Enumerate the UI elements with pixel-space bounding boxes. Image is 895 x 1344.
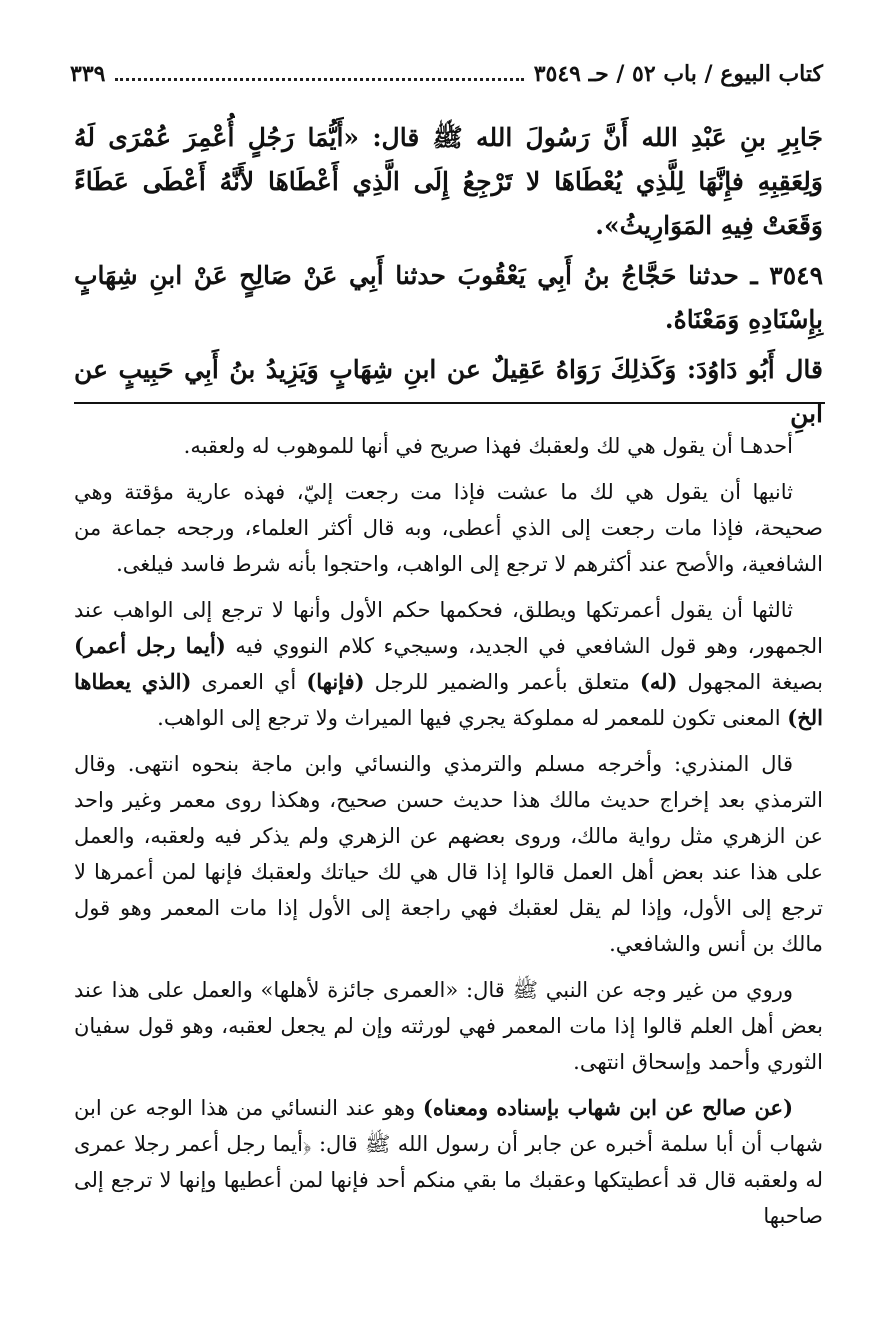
quoted-phrase: (عن صالح عن ابن شهاب بإسناده ومعناه) [422, 1095, 793, 1120]
hadith-paragraph-3: قال أَبُو دَاوُدَ: وَكَذلِكَ رَوَاهُ عَقِيلٌ عن ابنِ شِهَابٍ وَيَزِيدُ بنُ أَبِي حَبِيبٍ عن ابنِ [74, 355, 823, 428]
commentary-paragraph-3 [74, 592, 823, 736]
footnote-divider [74, 402, 825, 404]
hadith-paragraph-1: جَابِرِ بنِ عَبْدِ الله أَنَّ رَسُولَ الله ﷺ قال: «أَيُّمَا رَجُلٍ أُعْمِرَ عُمْرَى لَهُ وَلِعَقِبِهِ فإِنَّهَا لِلَّذِي يُعْطَاهَا لا تَرْجِعُ إِلَى الَّذِي أَعْطَاهَا لأَنَّهُ أَعْطَى عَطَاءً وَقَعَتْ فِيهِ المَوَارِيثُ». [74, 123, 823, 240]
page-number: ٣٣٩ [70, 61, 106, 87]
header-title: كتاب البيوع / باب ٥٢ / حـ ٣٥٤٩ [533, 61, 823, 87]
commentary-paragraph-1: أحدهـا أن يقول هي لك ولعقبك فهذا صريح في أنها للموهوب له ولعقبه. [183, 434, 793, 458]
quoted-phrase: (أيما رجل أعمر) [74, 633, 226, 658]
quoted-phrase: (فإنها) [306, 669, 365, 694]
commentary-text-run: متعلق بأعمر والضمير للرجل [364, 670, 640, 694]
commentary-text-run: أي العمرى [191, 670, 307, 694]
commentary-text-run: المعنى تكون للمعمر له مملوكة يجري فيها الميراث ولا ترجع إلى الواهب. [157, 706, 788, 730]
hadith-paragraph-2 [74, 254, 823, 342]
commentary-paragraph-2: ثانيها أن يقول هي لك ما عشت فإذا مت رجعت إليّ، فهذه عارية مؤقتة وهي صحيحة، فإذا مات رجعت إلى الذي أعطى، وبه قال أكثر العلماء، ورجحه جماعة من الشافعية، والأصح عند أكثرهم لا ترجع إلى الواهب، واحتجوا بأنه شرط فاسد فيلغى. [74, 480, 823, 576]
running-header [70, 56, 823, 92]
commentary-text-run: ثالثها أن يقول أعمرتكها ويطلق، فحكمها حكم الأول وأنها لا ترجع إلى الواهب عند الجمهور، وهو قول الشافعي في الجديد، وسيجيء كلام النووي فيه [74, 598, 823, 658]
hadith-chain: حدثنا حَجَّاجُ بنُ أَبِي يَعْقُوبَ حدثنا أَبِي عَنْ صَالِحٍ عَنْ ابنِ شِهَابٍ بِإِسْنَادِهِ وَمَعْنَاهُ. [74, 261, 823, 334]
commentary-text-run: وهو عند النسائي من هذا الوجه عن ابن شهاب أن أبا سلمة أخبره عن جابر أن رسول الله ﷺ قال: ﴿أيما رجل أعمر رجلا عمرى له ولعقبه قال قد أعطيتكها وعقبك ما بقي منكم أحد فإنها لمن أعطيها وإنها لا ترجع إلى صاحبها [74, 1096, 823, 1228]
hadith-text [74, 116, 823, 442]
hadith-number: ٣٥٤٩ ـ [750, 261, 823, 290]
quoted-phrase: (الذي يعطاها الخ) [74, 669, 823, 730]
dotted-leader [115, 78, 523, 81]
commentary-text [74, 428, 823, 1244]
commentary-text-run: بصيغة المجهول [677, 670, 823, 694]
commentary-paragraph-5: وروي من غير وجه عن النبي ﷺ قال: «العمرى جائزة لأهلها» والعمل على هذا عند بعض أهل العلم قالوا إذا مات المعمر فهي لورثته وإن لم يجعل لعقبه، وهو قول سفيان الثوري وأحمد وإسحاق انتهى. [74, 978, 823, 1074]
quoted-phrase: (له) [639, 669, 678, 694]
commentary-paragraph-6 [74, 1090, 823, 1234]
commentary-paragraph-4: قال المنذري: وأخرجه مسلم والترمذي والنسائي وابن ماجة بنحوه انتهى. وقال الترمذي بعد إخراج حديث مالك هذا حديث حسن صحيح، وهكذا روى معمر وغير واحد عن الزهري مثل رواية مالك، وروى بعضهم عن الزهري ولم يذكر فيه ولعقبه، والعمل على هذا عند بعض أهل العمل قالوا إذا قال هي لك حياتك ولعقبك فإنها لمن أعمرها لا ترجع إلى الأول، وإذا لم يقل لعقبك فهي راجعة إلى الأول إذا مات المعمر وهو قول مالك بن أنس والشافعي. [74, 752, 823, 956]
